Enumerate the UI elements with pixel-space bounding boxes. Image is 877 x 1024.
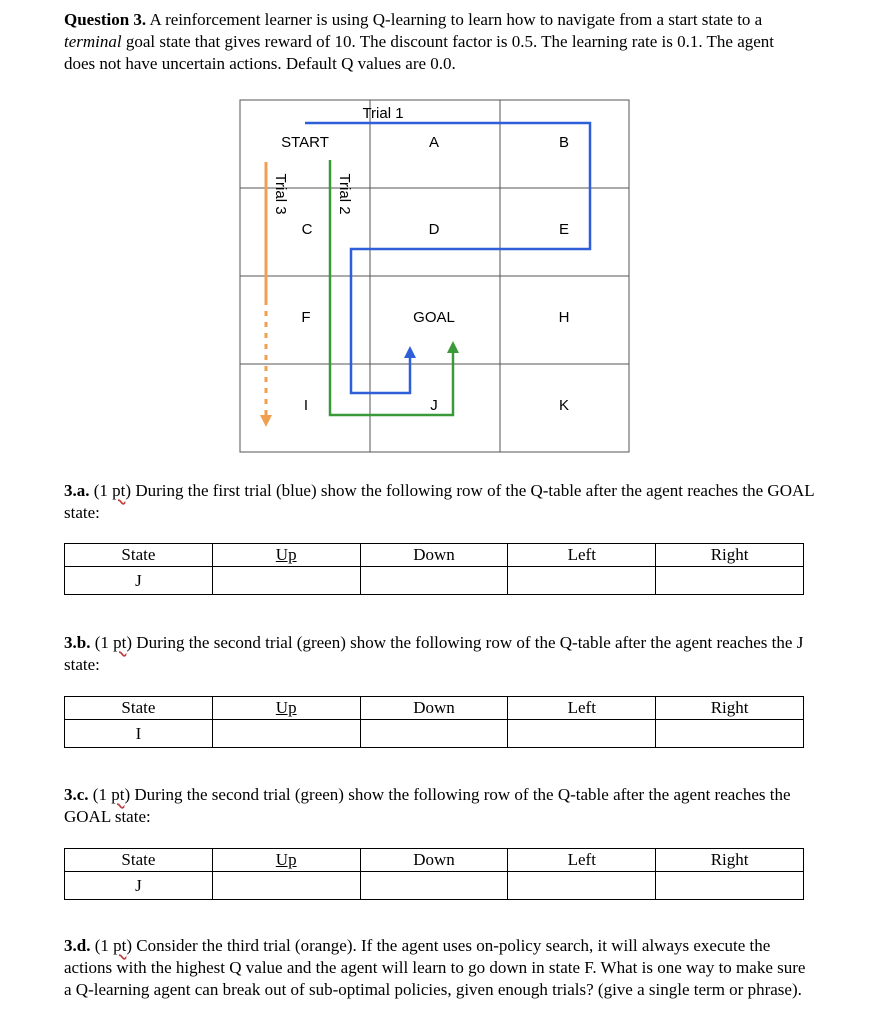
header-state: State — [65, 849, 213, 872]
table-header-row — [65, 544, 804, 567]
question-3c-text: During the second trial (green) show the following row of the Q-table after the agent reaches the GOAL state: — [64, 785, 791, 826]
pts-open: (1 — [88, 785, 112, 804]
cell-b: B — [558, 134, 570, 151]
table-row — [65, 567, 804, 595]
q-table-3c — [64, 848, 804, 900]
cell-left-value[interactable] — [508, 872, 656, 900]
header-down: Down — [360, 544, 508, 567]
cell-up-value[interactable] — [212, 872, 360, 900]
table-header-row — [65, 697, 804, 720]
header-state: State — [65, 697, 213, 720]
header-left: Left — [508, 544, 656, 567]
intro-text-2: goal state that gives reward of 10. The discount factor is 0.5. The learning rate is 0.1. The agent does not have uncertain actions. Default Q values are 0.0. — [64, 32, 775, 73]
cell-up-value[interactable] — [212, 567, 360, 595]
table-header-row — [65, 849, 804, 872]
q-table-3b — [64, 696, 804, 748]
question-3d-label: 3.d. — [64, 936, 91, 955]
pts-close: ) — [125, 481, 132, 500]
header-up-label: Up — [275, 698, 297, 717]
question-3c — [64, 784, 824, 828]
header-up-label: Up — [275, 850, 297, 869]
cell-goal: GOAL — [413, 309, 455, 326]
cell-up-value[interactable] — [212, 720, 360, 748]
pt-word: pt — [112, 481, 126, 500]
header-right: Right — [656, 697, 804, 720]
header-down: Down — [360, 697, 508, 720]
pt-word: pt — [113, 633, 127, 652]
q-table-3a — [64, 543, 804, 595]
question-3d — [64, 935, 809, 1001]
question-3a-text: During the first trial (blue) show the following row of the Q-table after the agent reaches the GOAL state: — [64, 481, 814, 522]
row-state: J — [65, 567, 213, 595]
cell-d: D — [428, 221, 440, 238]
intro-text-1: A reinforcement learner is using Q-learning to learn how to navigate from a start state to a — [146, 10, 763, 29]
cell-f: F — [301, 309, 311, 326]
header-left: Left — [508, 697, 656, 720]
cell-e: E — [558, 221, 570, 238]
cell-left-value[interactable] — [508, 567, 656, 595]
question-3a-label: 3.a. — [64, 481, 90, 500]
trial3-label: Trial 3 — [272, 173, 289, 215]
cell-right-value[interactable] — [656, 872, 804, 900]
pts-open: (1 — [89, 481, 113, 500]
cell-down-value[interactable] — [360, 720, 508, 748]
cell-i: I — [303, 397, 309, 414]
question-number: Question 3. — [64, 10, 147, 29]
trial3-arrowhead — [260, 415, 272, 427]
trial1-arrowhead — [404, 346, 416, 358]
trial2-label: Trial 2 — [336, 173, 353, 215]
header-up — [212, 697, 360, 720]
pt-word: pt — [111, 785, 125, 804]
header-up — [212, 544, 360, 567]
question-3d-text-2: a single term or phrase). — [632, 980, 802, 999]
question-3c-label: 3.c. — [64, 785, 89, 804]
header-right: Right — [656, 849, 804, 872]
header-right: Right — [656, 544, 804, 567]
cell-right-value[interactable] — [656, 567, 804, 595]
question-3b-text: During the second trial (green) show the following row of the Q-table after the agent reaches the J state: — [64, 633, 804, 674]
trial1-label: Trial 1 — [362, 105, 404, 122]
pt-word: pt — [113, 936, 127, 955]
header-left: Left — [508, 849, 656, 872]
header-down: Down — [360, 849, 508, 872]
table-row — [65, 720, 804, 748]
cell-right-value[interactable] — [656, 720, 804, 748]
cell-start: START — [281, 134, 329, 151]
question-3b — [64, 632, 824, 676]
give-word: give — [603, 980, 633, 999]
cell-a: A — [428, 134, 440, 151]
cell-down-value[interactable] — [360, 567, 508, 595]
cell-j: J — [430, 397, 438, 414]
cell-h: H — [558, 309, 570, 326]
cell-k: K — [558, 397, 570, 414]
pts-open: (1 — [90, 936, 114, 955]
question-3b-label: 3.b. — [64, 633, 91, 652]
table-row — [65, 872, 804, 900]
cell-down-value[interactable] — [360, 872, 508, 900]
row-state: J — [65, 872, 213, 900]
question-3d-text-1: Consider the third trial (orange). If the agent uses on-policy search, it will always execute the actions with the highest Q value and the agent will learn to go down in state F. What is one way to make sure a Q-learning agent can break out of sub-optimal policies, given enough trials? ( — [64, 936, 806, 999]
header-up — [212, 849, 360, 872]
pts-close: ) — [126, 633, 133, 652]
header-up-label: Up — [275, 545, 297, 564]
trial2-arrowhead — [447, 341, 459, 353]
intro-italic: terminal — [64, 32, 122, 51]
cell-c: C — [301, 221, 313, 238]
row-state: I — [65, 720, 213, 748]
question-3a — [64, 480, 824, 524]
pts-close: ) — [124, 785, 131, 804]
cell-left-value[interactable] — [508, 720, 656, 748]
pts-close: ) — [126, 936, 133, 955]
header-state: State — [65, 544, 213, 567]
pts-open: (1 — [90, 633, 114, 652]
